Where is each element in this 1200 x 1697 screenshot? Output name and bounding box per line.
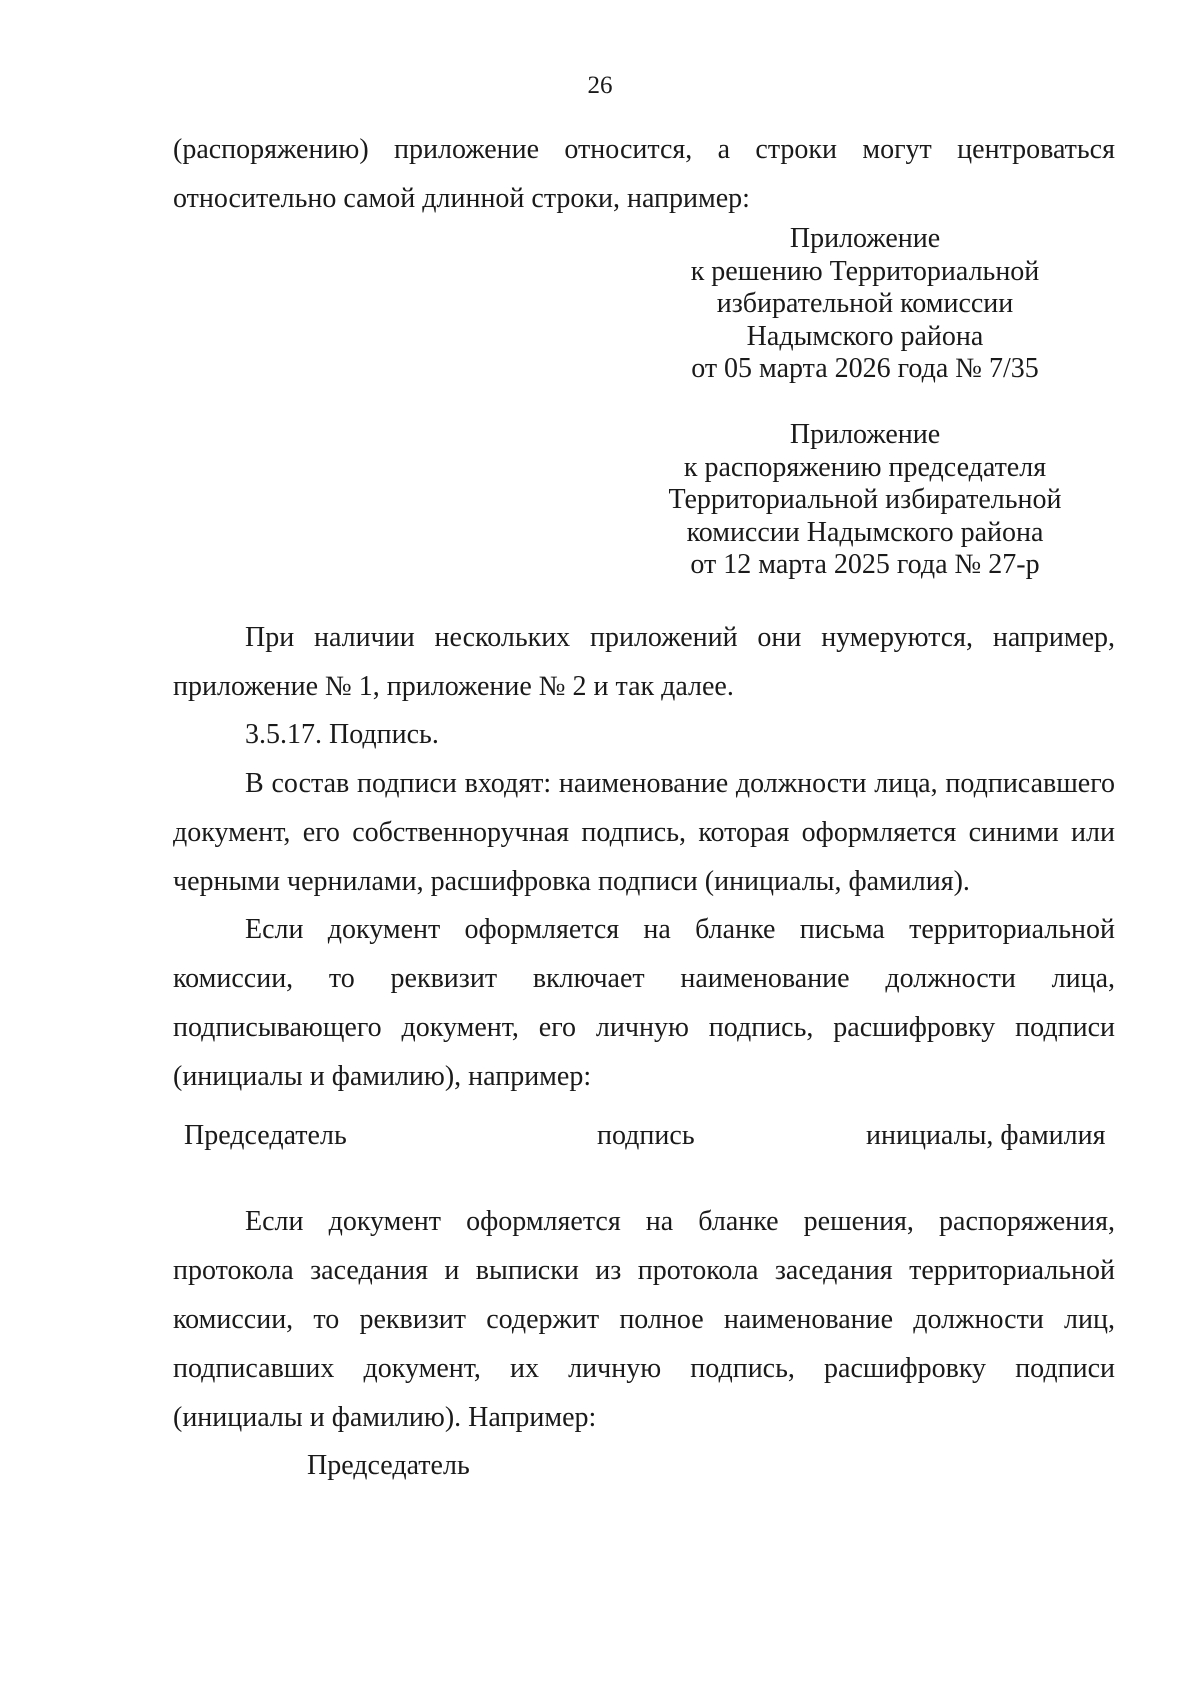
signature-example-2-position: Председатель: [307, 1450, 470, 1481]
signature-example-signature: подпись: [597, 1120, 695, 1151]
appendix-line: от 12 марта 2025 года № 27-р: [690, 549, 1040, 580]
appendix-line: Приложение: [789, 419, 941, 450]
appendix-line: Приложение: [789, 223, 941, 254]
page-number: 26: [587, 72, 613, 99]
letter-blank-paragraph: Если документ оформляется на бланке письма территориальной комиссии, то реквизит включает наименование должности лица, подписывающего документ, его личную подпись, расшифровку подписи (инициалы и фамилию), например:: [173, 914, 1115, 1092]
intro-paragraph: (распоряжению) приложение относится, а строки могут центроваться относительно самой длинной строки, например:: [173, 134, 1115, 214]
appendix-line: комиссии Надымского района: [686, 516, 1044, 548]
signature-example-name: инициалы, фамилия: [866, 1120, 1106, 1151]
decision-blank-paragraph: Если документ оформляется на бланке решения, распоряжения, протокола заседания и выписки из протокола заседания территориальной комиссии, то реквизит содержит полное наименование должности лиц, подписавших документ, их личную подпись, расшифровку подписи (инициалы и фамилию). Например:: [173, 1206, 1115, 1433]
appendix-line: избирательной комиссии: [716, 288, 1014, 319]
appendix-line: Территориальной избирательной: [668, 484, 1062, 515]
appendix-line: от 05 марта 2026 года № 7/35: [691, 353, 1039, 384]
appendix-example-decision: [655, 223, 1075, 386]
appendix-line: к решению Территориальной: [690, 255, 1040, 287]
section-heading: 3.5.17. Подпись.: [245, 719, 439, 750]
signature-composition-paragraph: В состав подписи входят: наименование должности лица, подписавшего документ, его собственноручная подпись, которая оформляется синими или черными чернилами, расшифровка подписи (инициалы, фамилия).: [173, 768, 1115, 897]
appendix-line: Надымского района: [746, 320, 984, 352]
multiple-appendices-paragraph: При наличии нескольких приложений они нумеруются, например, приложение № 1, приложение № 2 и так далее.: [173, 622, 1115, 702]
appendix-line: к распоряжению председателя: [683, 451, 1047, 483]
signature-example-position: Председатель: [184, 1120, 347, 1151]
appendix-example-order: [655, 419, 1075, 582]
